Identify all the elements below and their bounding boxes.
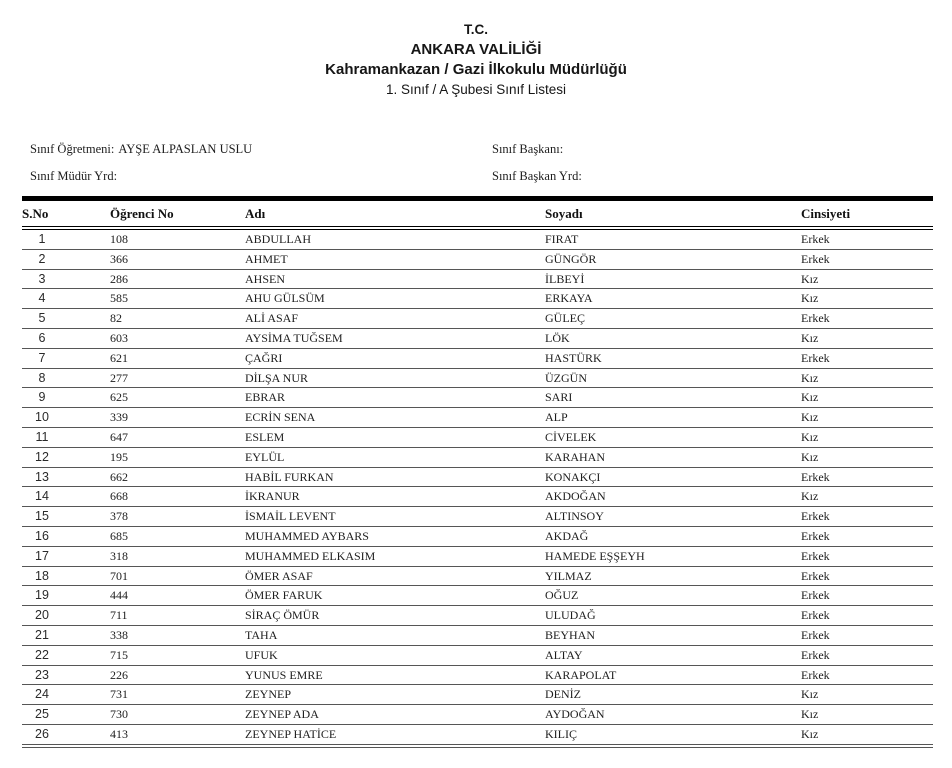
sno-cell: 3 <box>22 269 110 289</box>
gender-cell: Kız <box>801 724 933 745</box>
table-row <box>22 348 933 368</box>
gender-cell: Kız <box>801 328 933 348</box>
class-vice-president-label: Sınıf Başkan Yrd: <box>492 169 582 183</box>
list-subtitle: 1. Sınıf / A Şubesi Sınıf Listesi <box>385 82 567 97</box>
student-no-cell: 413 <box>110 724 245 745</box>
first-name-cell: DİLŞA NUR <box>245 368 545 388</box>
first-name-cell: SİRAÇ ÖMÜR <box>245 606 545 626</box>
first-name-cell: EYLÜL <box>245 447 545 467</box>
first-name-cell: YUNUS EMRE <box>245 665 545 685</box>
table-row <box>22 408 933 428</box>
col-header-student-no: Öğrenci No <box>110 201 245 228</box>
last-name-cell: YILMAZ <box>545 566 801 586</box>
deputy-principal-field <box>30 169 492 184</box>
last-name-cell: GÜLEÇ <box>545 309 801 329</box>
table-row <box>22 645 933 665</box>
first-name-cell: ÖMER ASAF <box>245 566 545 586</box>
deputy-principal-label: Sınıf Müdür Yrd: <box>30 169 118 183</box>
class-president-label: Sınıf Başkanı: <box>492 142 564 156</box>
sno-cell: 9 <box>22 388 110 408</box>
last-name-cell: KARAHAN <box>545 447 801 467</box>
first-name-cell: ZEYNEP <box>245 685 545 705</box>
first-name-cell: AHU GÜLSÜM <box>245 289 545 309</box>
table-row <box>22 526 933 546</box>
last-name-cell: HAMEDE EŞŞEYH <box>545 546 801 566</box>
class-teacher-value: AYŞE ALPASLAN USLU <box>118 142 253 156</box>
student-no-cell: 444 <box>110 586 245 606</box>
last-name-cell: SARI <box>545 388 801 408</box>
last-name-cell: GÜNGÖR <box>545 249 801 269</box>
first-name-cell: ABDULLAH <box>245 228 545 249</box>
col-header-first-name: Adı <box>245 201 545 228</box>
school-title: Kahramankazan / Gazi İlkokulu Müdürlüğü <box>325 61 627 78</box>
first-name-cell: İSMAİL LEVENT <box>245 507 545 527</box>
gender-cell: Kız <box>801 408 933 428</box>
student-no-cell: 701 <box>110 566 245 586</box>
first-name-cell: MUHAMMED ELKASIM <box>245 546 545 566</box>
student-no-cell: 621 <box>110 348 245 368</box>
first-name-cell: HABİL FURKAN <box>245 467 545 487</box>
gender-cell: Kız <box>801 388 933 408</box>
student-no-cell: 108 <box>110 228 245 249</box>
student-no-cell: 731 <box>110 685 245 705</box>
student-no-cell: 338 <box>110 625 245 645</box>
table-row <box>22 625 933 645</box>
table-row <box>22 289 933 309</box>
table-row <box>22 388 933 408</box>
first-name-cell: AYSİMA TUĞSEM <box>245 328 545 348</box>
document-header <box>0 0 952 100</box>
gender-cell: Kız <box>801 368 933 388</box>
first-name-cell: ZEYNEP HATİCE <box>245 724 545 745</box>
class-president-field <box>492 142 932 157</box>
student-no-cell: 366 <box>110 249 245 269</box>
sno-cell: 23 <box>22 665 110 685</box>
table-row <box>22 705 933 725</box>
last-name-cell: OĞUZ <box>545 586 801 606</box>
sno-cell: 16 <box>22 526 110 546</box>
student-no-cell: 277 <box>110 368 245 388</box>
student-no-cell: 585 <box>110 289 245 309</box>
col-header-gender: Cinsiyeti <box>801 201 933 228</box>
gender-cell: Kız <box>801 487 933 507</box>
table-row <box>22 566 933 586</box>
gender-cell: Erkek <box>801 566 933 586</box>
last-name-cell: HASTÜRK <box>545 348 801 368</box>
last-name-cell: KILIÇ <box>545 724 801 745</box>
last-name-cell: ULUDAĞ <box>545 606 801 626</box>
gender-cell: Kız <box>801 685 933 705</box>
last-name-cell: ÜZGÜN <box>545 368 801 388</box>
student-no-cell: 82 <box>110 309 245 329</box>
sno-cell: 4 <box>22 289 110 309</box>
sno-cell: 8 <box>22 368 110 388</box>
gender-cell: Erkek <box>801 625 933 645</box>
student-no-cell: 286 <box>110 269 245 289</box>
sno-cell: 19 <box>22 586 110 606</box>
table-row <box>22 269 933 289</box>
student-no-cell: 339 <box>110 408 245 428</box>
sno-cell: 12 <box>22 447 110 467</box>
student-no-cell: 668 <box>110 487 245 507</box>
first-name-cell: UFUK <box>245 645 545 665</box>
last-name-cell: CİVELEK <box>545 427 801 447</box>
sno-cell: 21 <box>22 625 110 645</box>
first-name-cell: MUHAMMED AYBARS <box>245 526 545 546</box>
gender-cell: Erkek <box>801 228 933 249</box>
gender-cell: Erkek <box>801 309 933 329</box>
last-name-cell: ALTINSOY <box>545 507 801 527</box>
student-no-cell: 730 <box>110 705 245 725</box>
last-name-cell: BEYHAN <box>545 625 801 645</box>
info-row-1 <box>30 142 932 157</box>
sno-cell: 5 <box>22 309 110 329</box>
gender-cell: Kız <box>801 447 933 467</box>
info-row-2 <box>30 169 932 184</box>
sno-cell: 17 <box>22 546 110 566</box>
sno-cell: 15 <box>22 507 110 527</box>
table-row <box>22 467 933 487</box>
last-name-cell: ERKAYA <box>545 289 801 309</box>
class-teacher-field <box>30 142 492 157</box>
student-no-cell: 662 <box>110 467 245 487</box>
sno-cell: 7 <box>22 348 110 368</box>
table-row <box>22 586 933 606</box>
student-no-cell: 625 <box>110 388 245 408</box>
table-header-row <box>22 201 933 228</box>
first-name-cell: İKRANUR <box>245 487 545 507</box>
last-name-cell: LÖK <box>545 328 801 348</box>
sno-cell: 1 <box>22 228 110 249</box>
sno-cell: 24 <box>22 685 110 705</box>
col-header-sno: S.No <box>22 201 110 228</box>
gender-cell: Erkek <box>801 606 933 626</box>
table-row <box>22 447 933 467</box>
table-row <box>22 606 933 626</box>
gender-cell: Erkek <box>801 467 933 487</box>
last-name-cell: DENİZ <box>545 685 801 705</box>
table-row <box>22 665 933 685</box>
sno-cell: 22 <box>22 645 110 665</box>
gender-cell: Erkek <box>801 526 933 546</box>
gender-cell: Erkek <box>801 348 933 368</box>
student-table-body <box>22 228 933 746</box>
gender-cell: Kız <box>801 269 933 289</box>
table-row <box>22 685 933 705</box>
class-vice-president-field <box>492 169 932 184</box>
first-name-cell: ECRİN SENA <box>245 408 545 428</box>
sno-cell: 14 <box>22 487 110 507</box>
table-row <box>22 228 933 249</box>
sno-cell: 26 <box>22 724 110 745</box>
last-name-cell: ALP <box>545 408 801 428</box>
gender-cell: Erkek <box>801 645 933 665</box>
class-teacher-label: Sınıf Öğretmeni: <box>30 142 115 156</box>
table-row <box>22 309 933 329</box>
governorship-title: ANKARA VALİLİĞİ <box>410 41 542 58</box>
sno-cell: 10 <box>22 408 110 428</box>
table-row <box>22 507 933 527</box>
gender-cell: Kız <box>801 705 933 725</box>
gender-cell: Kız <box>801 289 933 309</box>
student-no-cell: 715 <box>110 645 245 665</box>
student-no-cell: 195 <box>110 447 245 467</box>
sno-cell: 18 <box>22 566 110 586</box>
student-table-head <box>22 201 933 228</box>
student-no-cell: 226 <box>110 665 245 685</box>
student-no-cell: 685 <box>110 526 245 546</box>
sno-cell: 2 <box>22 249 110 269</box>
gender-cell: Erkek <box>801 586 933 606</box>
first-name-cell: TAHA <box>245 625 545 645</box>
first-name-cell: ÖMER FARUK <box>245 586 545 606</box>
student-no-cell: 647 <box>110 427 245 447</box>
table-row <box>22 328 933 348</box>
first-name-cell: ALİ ASAF <box>245 309 545 329</box>
gender-cell: Kız <box>801 427 933 447</box>
table-row <box>22 546 933 566</box>
gender-cell: Erkek <box>801 507 933 527</box>
gender-cell: Erkek <box>801 665 933 685</box>
last-name-cell: ALTAY <box>545 645 801 665</box>
first-name-cell: EBRAR <box>245 388 545 408</box>
first-name-cell: AHMET <box>245 249 545 269</box>
student-no-cell: 318 <box>110 546 245 566</box>
first-name-cell: AHSEN <box>245 269 545 289</box>
last-name-cell: FIRAT <box>545 228 801 249</box>
student-no-cell: 603 <box>110 328 245 348</box>
table-row <box>22 724 933 745</box>
last-name-cell: AKDAĞ <box>545 526 801 546</box>
student-no-cell: 378 <box>110 507 245 527</box>
republic-title: T.C. <box>463 22 488 37</box>
sno-cell: 25 <box>22 705 110 725</box>
table-row <box>22 249 933 269</box>
first-name-cell: ÇAĞRI <box>245 348 545 368</box>
col-header-last-name: Soyadı <box>545 201 801 228</box>
sno-cell: 11 <box>22 427 110 447</box>
sno-cell: 20 <box>22 606 110 626</box>
first-name-cell: ESLEM <box>245 427 545 447</box>
gender-cell: Erkek <box>801 546 933 566</box>
table-row <box>22 487 933 507</box>
last-name-cell: KONAKÇI <box>545 467 801 487</box>
first-name-cell: ZEYNEP ADA <box>245 705 545 725</box>
last-name-cell: KARAPOLAT <box>545 665 801 685</box>
gender-cell: Erkek <box>801 249 933 269</box>
student-no-cell: 711 <box>110 606 245 626</box>
class-info-section <box>30 142 932 184</box>
sno-cell: 6 <box>22 328 110 348</box>
table-row <box>22 368 933 388</box>
last-name-cell: AYDOĞAN <box>545 705 801 725</box>
last-name-cell: AKDOĞAN <box>545 487 801 507</box>
last-name-cell: İLBEYİ <box>545 269 801 289</box>
sno-cell: 13 <box>22 467 110 487</box>
table-row <box>22 427 933 447</box>
student-table <box>22 201 933 748</box>
